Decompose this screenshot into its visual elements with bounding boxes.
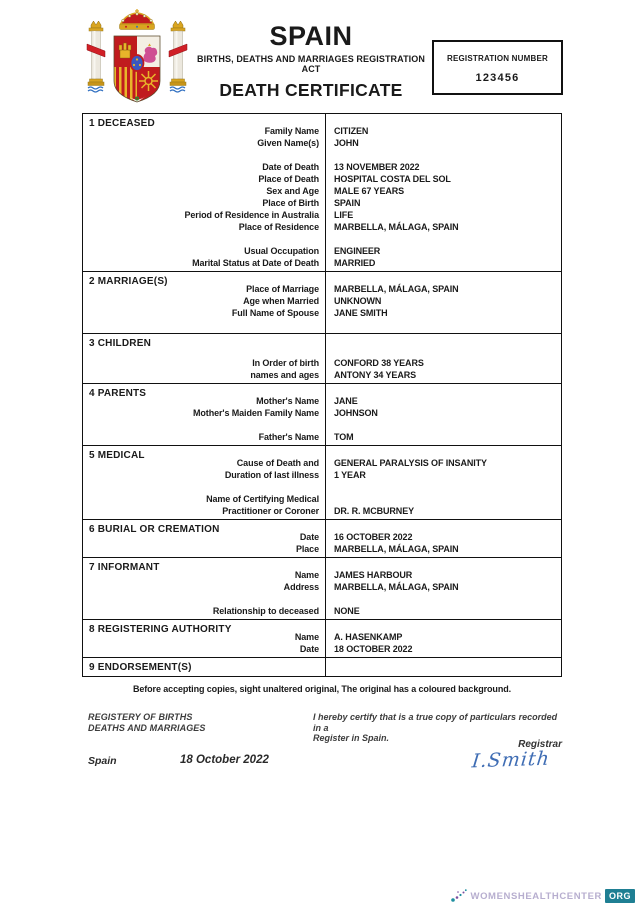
field-value: 16 OCTOBER 2022 [334,532,413,542]
field-label: Full Name of Spouse [231,308,319,318]
dots-sparkle-icon [450,888,468,904]
field-value: A. HASENKAMP [334,632,403,642]
certificate-section [83,114,561,271]
field-label: Name of Certifying Medical [206,494,319,504]
values-column [326,272,561,333]
field-value: 13 NOVEMBER 2022 [334,162,420,172]
field-label [83,320,319,332]
field-value [334,482,561,494]
field-value: MARRIED [334,258,376,268]
values-column [326,558,561,619]
field-value [334,420,561,432]
field-label: Mother's Name [256,396,319,406]
field-label: Given Name(s) [257,138,319,148]
date-value: 18 October 2022 [180,754,269,766]
field-label: In Order of birth [252,358,319,368]
field-label: Father's Name [258,432,319,442]
certificate-table [82,113,562,677]
field-value [334,594,561,606]
certificate-section [83,519,561,557]
field-value: 18 OCTOBER 2022 [334,644,413,654]
section-title: 1 DECEASED [89,118,155,129]
field-value: HOSPITAL COSTA DEL SOL [334,174,451,184]
registry-line-1: REGISTERY OF BIRTHS [88,712,193,722]
labels-column [83,114,326,271]
field-label: names and ages [250,370,319,380]
field-value: 1 YEAR [334,470,366,480]
field-label: Family Name [264,126,319,136]
registration-number-box [432,40,563,95]
section-title: 4 PARENTS [89,388,147,399]
field-value [334,234,561,246]
field-label: Mother's Maiden Family Name [193,408,319,418]
field-label: Duration of last illness [224,470,319,480]
certify-line-1: I hereby certify that is a true copy of particulars recorded in a [313,712,558,733]
act-subtitle: BIRTHS, DEATHS AND MARRIAGES REGISTRATION ACT [197,54,425,74]
section-title: 9 ENDORSEMENT(S) [89,662,192,673]
field-value [334,320,561,332]
field-label: Place [295,544,319,554]
section-title: 2 MARRIAGE(S) [89,276,168,287]
field-value: MALE 67 YEARS [334,186,405,196]
field-value: MARBELLA, MÁLAGA, SPAIN [334,284,459,294]
certificate-section [83,383,561,445]
field-label [83,594,319,606]
field-label: Address [283,582,319,592]
registrar-label: Registrar [518,739,562,750]
field-label: Name [294,570,319,580]
values-column [326,620,561,657]
field-value: MARBELLA, MÁLAGA, SPAIN [334,222,459,232]
field-value: CONFORD 38 YEARS [334,358,424,368]
certificate-section [83,271,561,333]
field-value [334,346,561,358]
certificate-section [83,445,561,519]
brand-name: WOMENSHEALTHCENTER [470,890,602,902]
section-title: 5 MEDICAL [89,450,145,461]
field-label: Name [294,632,319,642]
field-value: LIFE [334,210,354,220]
values-column [326,658,561,676]
field-value: JAMES HARBOUR [334,570,413,580]
registry-line-2: DEATHS AND MARRIAGES [88,722,206,733]
field-value: JANE [334,396,358,406]
field-label [83,420,319,432]
section-title: 6 BURIAL OR CREMATION [89,524,220,535]
values-column [326,384,561,445]
brand-logo [450,888,636,904]
section-title: 3 CHILDREN [89,338,152,349]
field-label: Date [299,644,319,654]
field-label: Usual Occupation [244,246,319,256]
certificate-section [83,619,561,657]
field-label: Place of Residence [238,222,319,232]
section-title: 7 INFORMANT [89,562,160,573]
registration-number-label: REGISTRATION NUMBER [447,54,548,63]
field-label: Relationship to deceased [212,606,319,616]
field-label [83,150,319,162]
certificate-section [83,657,561,676]
field-value: ENGINEER [334,246,381,256]
field-value: JOHNSON [334,408,378,418]
field-value: UNKNOWN [334,296,382,306]
field-label: Place of Death [258,174,319,184]
place-value: Spain [88,755,117,767]
values-column [326,334,561,383]
field-label: Date [299,532,319,542]
registry-office-label [88,712,206,733]
field-value: TOM [334,432,354,442]
registrar-signature: I.Smith [470,747,552,773]
certificate-section [83,333,561,383]
field-label: Cause of Death and [236,458,319,468]
field-label: Sex and Age [266,186,319,196]
certify-line-2: Register in Spain. [313,733,390,743]
field-label [83,234,319,246]
field-value: MARBELLA, MÁLAGA, SPAIN [334,544,459,554]
spain-coat-of-arms-icon [84,6,190,108]
values-column [326,114,561,271]
field-value [334,150,561,162]
field-value: MARBELLA, MÁLAGA, SPAIN [334,582,459,592]
field-label: Period of Residence in Australia [184,210,319,220]
field-value: JOHN [334,138,359,148]
country-title: SPAIN [269,21,353,51]
field-label: Date of Death [262,162,319,172]
certificate-section [83,557,561,619]
field-value: CITIZEN [334,126,369,136]
field-value [334,494,561,506]
brand-tld-badge: ORG [605,889,635,903]
field-value: ANTONY 34 YEARS [334,370,417,380]
section-title: 8 REGISTERING AUTHORITY [89,624,232,635]
field-label: Place of Marriage [246,284,319,294]
copies-notice: Before accepting copies, sight unaltered original, The original has a coloured background. [132,684,512,694]
field-label: Age when Married [243,296,319,306]
values-column [326,446,561,519]
certificate-header [192,22,430,101]
field-label: Place of Birth [262,198,319,208]
field-value: NONE [334,606,360,616]
field-value: JANE SMITH [334,308,388,318]
registration-number-value: 123456 [475,72,520,84]
field-value: GENERAL PARALYSIS OF INSANITY [334,458,487,468]
field-value: SPAIN [334,198,361,208]
field-value: DR. R. MCBURNEY [334,506,415,516]
field-label: Marital Status at Date of Death [192,258,319,268]
certificate-title: DEATH CERTIFICATE [219,80,403,100]
field-label: Practitioner or Coroner [222,506,319,516]
values-column [326,520,561,557]
field-label [83,482,319,494]
